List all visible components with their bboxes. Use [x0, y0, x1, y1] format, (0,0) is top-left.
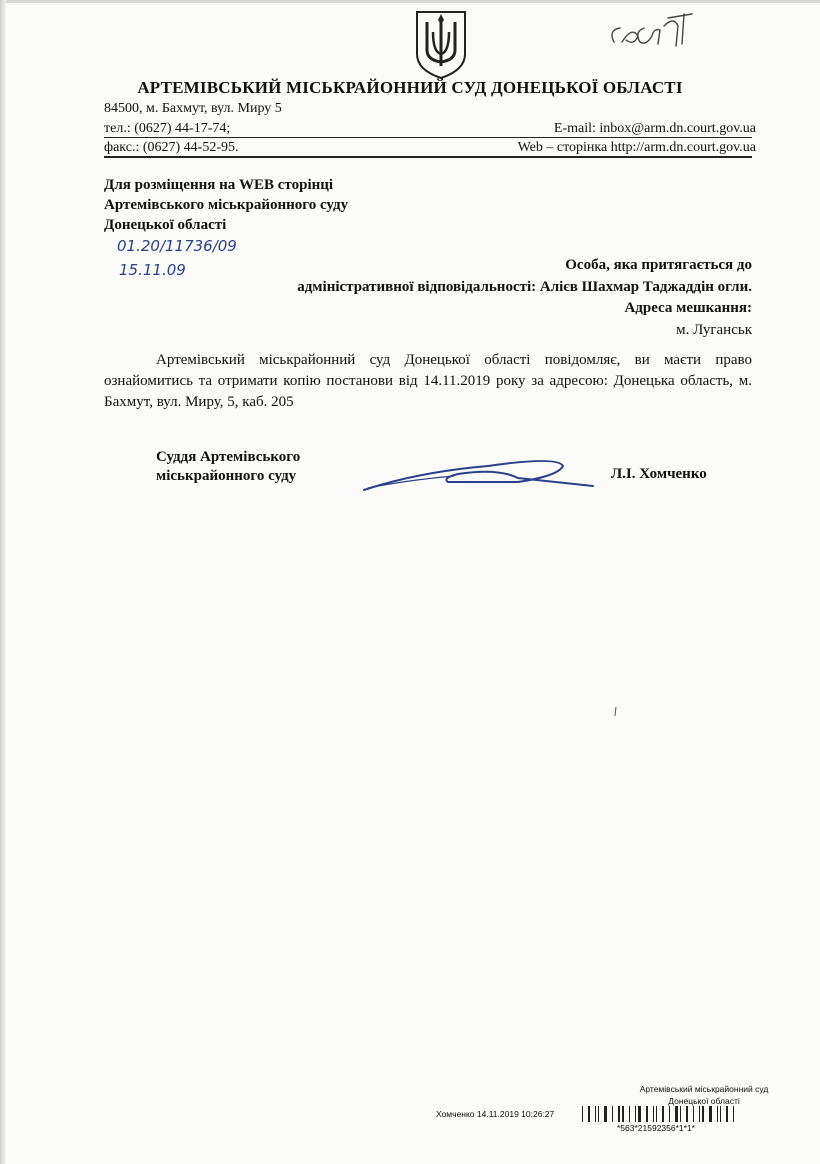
barcode-bar	[717, 1106, 718, 1122]
barcode-bar	[588, 1106, 590, 1122]
coat-of-arms-icon	[413, 8, 469, 80]
web-note-line: Для розміщення на WEB сторінці	[104, 177, 334, 193]
court-address: 84500, м. Бахмут, вул. Миру 5	[104, 101, 282, 116]
web-placement-note	[104, 175, 348, 235]
barcode-bar	[582, 1106, 583, 1122]
footer-court-line: Артемівський міськрайонний суд	[639, 1084, 769, 1094]
header-divider-thin	[104, 137, 752, 138]
notice-paragraph: Артемівський міськрайонний суд Донецької області повідомляє, ви маєти право ознайомитись та отримати копію постанови від 14.11.2019 року за адресою: Донецька область, м. Бахмут, вул. Миру, 5, каб. 205	[104, 352, 752, 410]
barcode-bar	[733, 1106, 734, 1122]
registration-line: 01.20/11736/09	[117, 237, 237, 255]
web-note-line: Артемівського міськрайонного суду	[104, 197, 349, 213]
registration-line: 15.11.09	[119, 261, 186, 279]
footer-court-line: Донецької області	[668, 1096, 740, 1106]
barcode-bar	[675, 1106, 678, 1122]
court-email: E-mail: inbox@arm.dn.court.gov.ua	[553, 121, 756, 136]
barcode-bar	[618, 1106, 620, 1122]
barcode-bar	[612, 1106, 613, 1122]
handwritten-registration-number	[115, 233, 285, 281]
judge-title-line: міськрайонного суду	[156, 468, 297, 484]
barcode-bar	[699, 1106, 700, 1122]
header-divider	[104, 156, 752, 158]
court-website: Web – сторінка http://arm.dn.court.gov.ua	[517, 140, 756, 155]
web-note-line: Донецької області	[104, 217, 227, 233]
judge-title	[156, 448, 300, 486]
barcode-bar	[726, 1106, 728, 1122]
recipient-address: м. Луганськ	[676, 321, 752, 338]
court-fax: факс.: (0627) 44-52-95.	[104, 140, 239, 155]
barcode-number: *563*21592356*1*1*	[617, 1123, 695, 1133]
barcode-bar	[622, 1106, 624, 1122]
judge-title-line: Суддя Артемівського	[156, 449, 301, 465]
barcode-bar	[669, 1106, 670, 1122]
recipient-address-label: Адреса мешкання:	[624, 300, 752, 316]
footer-court-name	[604, 1083, 804, 1107]
barcode-bar	[680, 1106, 681, 1122]
barcode-bar	[598, 1106, 599, 1122]
barcode-bar	[604, 1106, 607, 1122]
court-phone: тел.: (0627) 44-17-74;	[104, 121, 231, 136]
judge-name: Л.І. Хомченко	[611, 466, 707, 482]
barcode-bar	[629, 1106, 630, 1122]
scan-edge-left	[0, 0, 6, 1164]
barcode	[582, 1106, 812, 1122]
recipient-line: адміністративної відповідальності: Алієв Шахмар Таджаддін огли.	[297, 278, 752, 295]
barcode-bar	[686, 1106, 688, 1122]
barcode-bar	[646, 1106, 648, 1122]
barcode-bar	[595, 1106, 596, 1122]
recipient-block	[297, 255, 752, 341]
court-title: АРТЕМІВСЬКИЙ МІСЬКРАЙОННИЙ СУД ДОНЕЦЬКОЇ ОБЛАСТІ	[137, 78, 683, 97]
barcode-bar	[693, 1106, 694, 1122]
scan-speck	[613, 707, 619, 716]
barcode-bar	[656, 1106, 657, 1122]
handwritten-mark	[604, 6, 700, 52]
barcode-bar	[720, 1106, 721, 1122]
barcode-bar	[662, 1106, 664, 1122]
barcode-bar	[638, 1106, 641, 1122]
barcode-bar	[709, 1106, 712, 1122]
handwritten-signature	[358, 450, 598, 496]
barcode-bar	[702, 1106, 704, 1122]
barcode-bar	[653, 1106, 654, 1122]
barcode-bar	[635, 1106, 636, 1122]
recipient-line: Особа, яка притягається до	[565, 257, 752, 273]
scan-edge-top	[0, 0, 820, 3]
electronic-signature-stamp: Хомченко 14.11.2019 10:26:27	[436, 1109, 555, 1119]
